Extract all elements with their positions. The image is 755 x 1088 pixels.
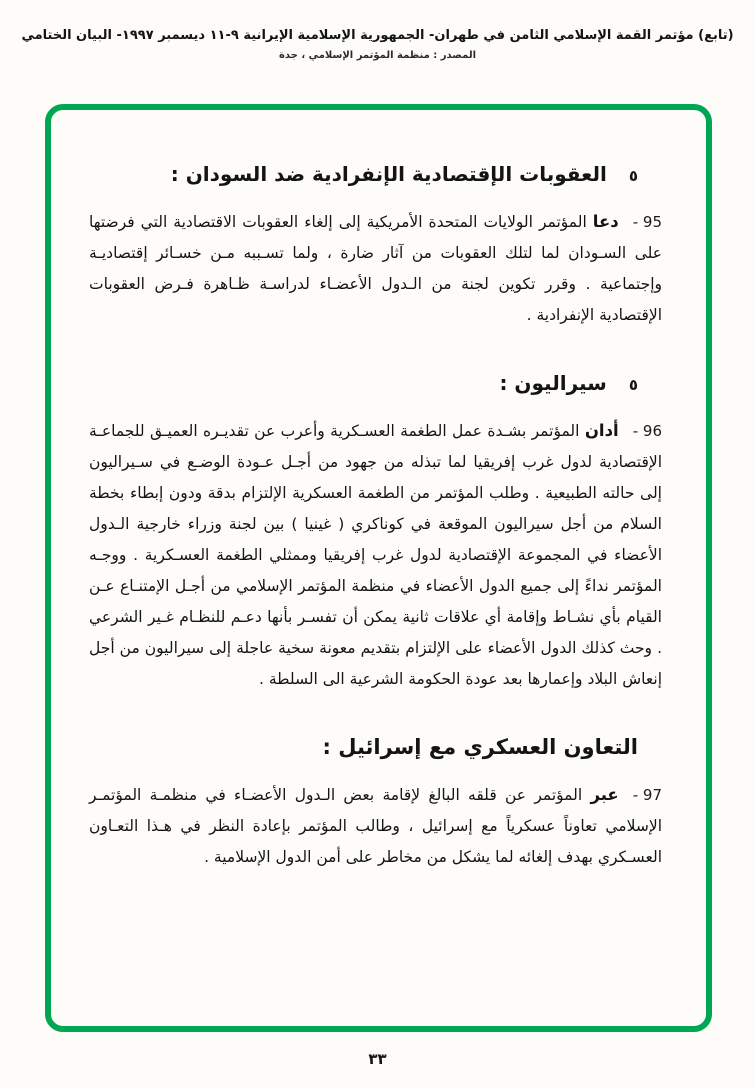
content-frame — [45, 104, 712, 1032]
paragraph-96-lead-word: أدان — [584, 421, 619, 440]
paragraph-96-number: - 96 — [632, 422, 662, 440]
section-heading-sudan: العقوبات الإقتصادية الإنفرادية ضد السودان : — [170, 162, 607, 186]
document-source: المصدر : منظمة المؤتمر الإسلامي ، جدة — [278, 50, 477, 61]
section-heading-row — [89, 162, 662, 186]
paragraph-95-number: - 95 — [632, 213, 662, 231]
paragraph-95-lead-word: دعا — [592, 212, 619, 231]
section-heading-row — [89, 735, 662, 759]
section-heading-israel-cooperation: التعاون العسكري مع إسرائيل : — [322, 735, 638, 759]
document-title: (تابع) مؤتمر القمة الإسلامي الثامن في طهران- الجمهورية الإسلامية الإيرانية ٩-١١ ديسمبر ١٩٩٧- البيان الختامي — [21, 28, 734, 43]
bullet-icon: ٥ — [628, 376, 638, 394]
paragraph-96-text: المؤتمر بشـدة عمل الطغمة العسـكرية وأعرب عن تقديـره العميـق للجماعـة الإقتصادية لدول غرب إفريقيا لما تبذله من جهود من أجـل عـودة الوضـع في سـيراليون إلى حالته الطبيعية . وطلب المؤتمر من الطغمة العسكرية الإلتزام بدقة ودون إبطاء بخطة السلام من أجل سيراليون الموقعة في كوناكري ( غينيا ) بين لجنة وزراء خارجية الـدول الأعضاء في المجموعة الإقتصادية لدول غرب إفريقيا وممثلي الطغمة العسـكرية . ووجـه المؤتمر نداءً إلى جميع الدول الأعضاء في منظمة المؤتمر الإسلامي من أجـل الإمتنـاع عـن القيام بأي نشـاط وإقامة أي علاقات ثانية يمكن أن تفسـر بأنها دعـم للنظـام غـير الشرعي . وحث كذلك الدول الأعضاء على الإلتزام بتقديم معونة سخية عاجلة إلى سيراليون من أجل إنعاش البلاد وإعمارها بعد عودة الحكومة الشرعية الى السلطة . — [89, 422, 662, 688]
bullet-icon: ٥ — [628, 167, 638, 185]
section-heading-sierra-leone: سيراليون : — [499, 371, 607, 395]
section-heading-row — [89, 371, 662, 395]
document-body — [51, 110, 706, 891]
paragraph-95 — [89, 206, 662, 331]
page-number: ٣٣ — [368, 1050, 387, 1068]
paragraph-97-number: - 97 — [632, 786, 662, 804]
paragraph-95-text: المؤتمر الولايات المتحدة الأمريكية إلى إلغاء العقوبات الاقتصادية التي فرضتها على السـودان لما لتلك العقوبات من آثار ضارة ، ولما تسـببه مـن خسـائر إقتصاديـة وإجتماعية . وقرر تكوين لجنة من الـدول الأعضـاء لدراسـة ظـاهرة فـرض العقوبات الإقتصادية الإنفرادية . — [89, 213, 662, 324]
section-sierra-leone — [89, 371, 662, 695]
paragraph-97-lead-word: عبر — [590, 785, 619, 804]
paragraph-96 — [89, 415, 662, 695]
section-sudan-sanctions — [89, 162, 662, 331]
section-military-cooperation-israel — [89, 735, 662, 873]
document-header — [0, 0, 755, 61]
paragraph-97-text: المؤتمر عن قلقه البالغ لإقامة بعض الـدول الأعضـاء في منظمـة المؤتمـر الإسلامي تعاوناً عسكرياً مع إسرائيل ، وطالب المؤتمر بإعادة النظر في هـذا التعـاون العسـكري بهدف إلغائه لما يشكل من مخاطر على أمن الدول الإسلامية . — [89, 786, 662, 866]
paragraph-97 — [89, 779, 662, 873]
